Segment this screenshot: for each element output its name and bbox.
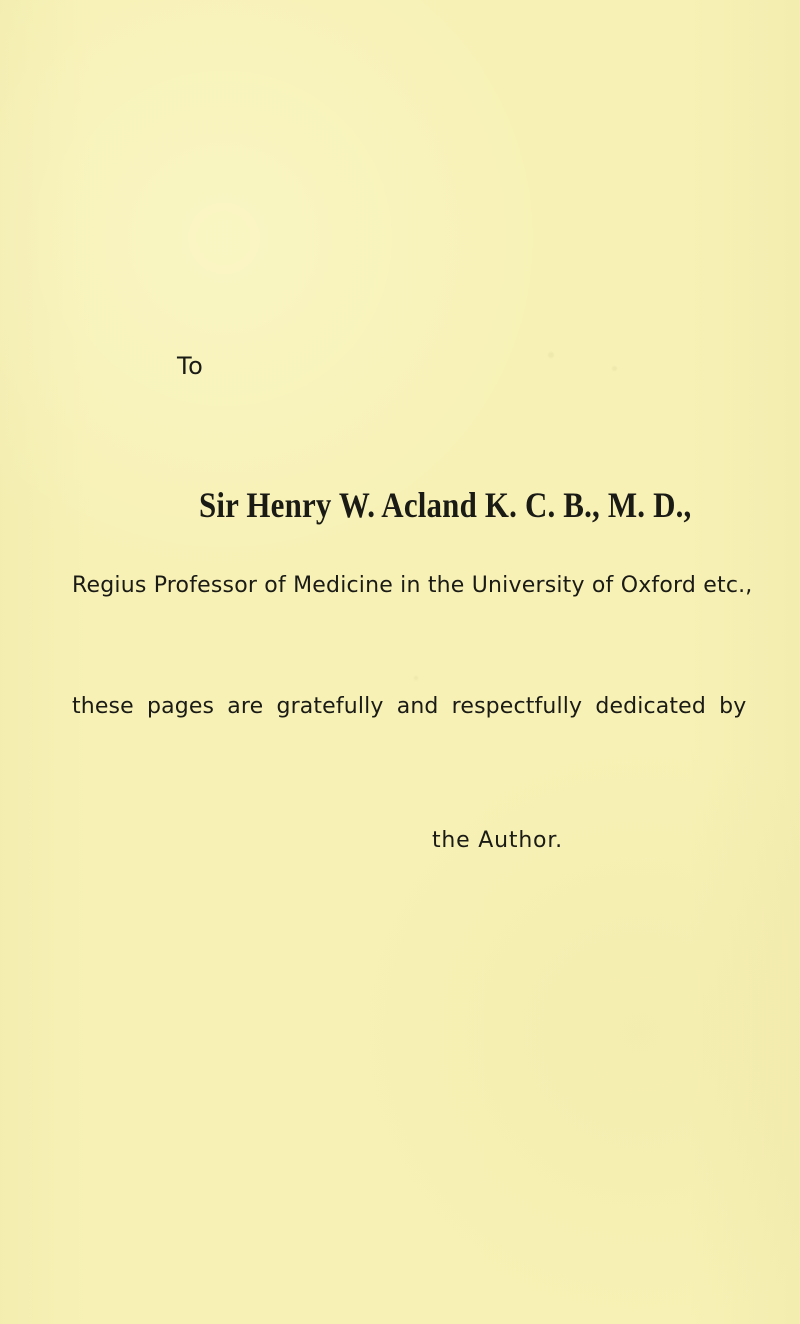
paper-mark xyxy=(548,352,554,358)
paper-mark xyxy=(414,676,418,680)
author-signoff: the Author. xyxy=(432,828,563,853)
dedicatee-name: Sir Henry W. Acland K. C. B., M. D., xyxy=(199,485,692,525)
dedication-text: these pages are gratefully and respectfully dedicated by xyxy=(72,694,747,719)
dedicatee-title: Regius Professor of Medicine in the University of Oxford etc., xyxy=(72,573,753,598)
dedication-to: To xyxy=(177,352,204,380)
paper-mark xyxy=(612,366,617,371)
